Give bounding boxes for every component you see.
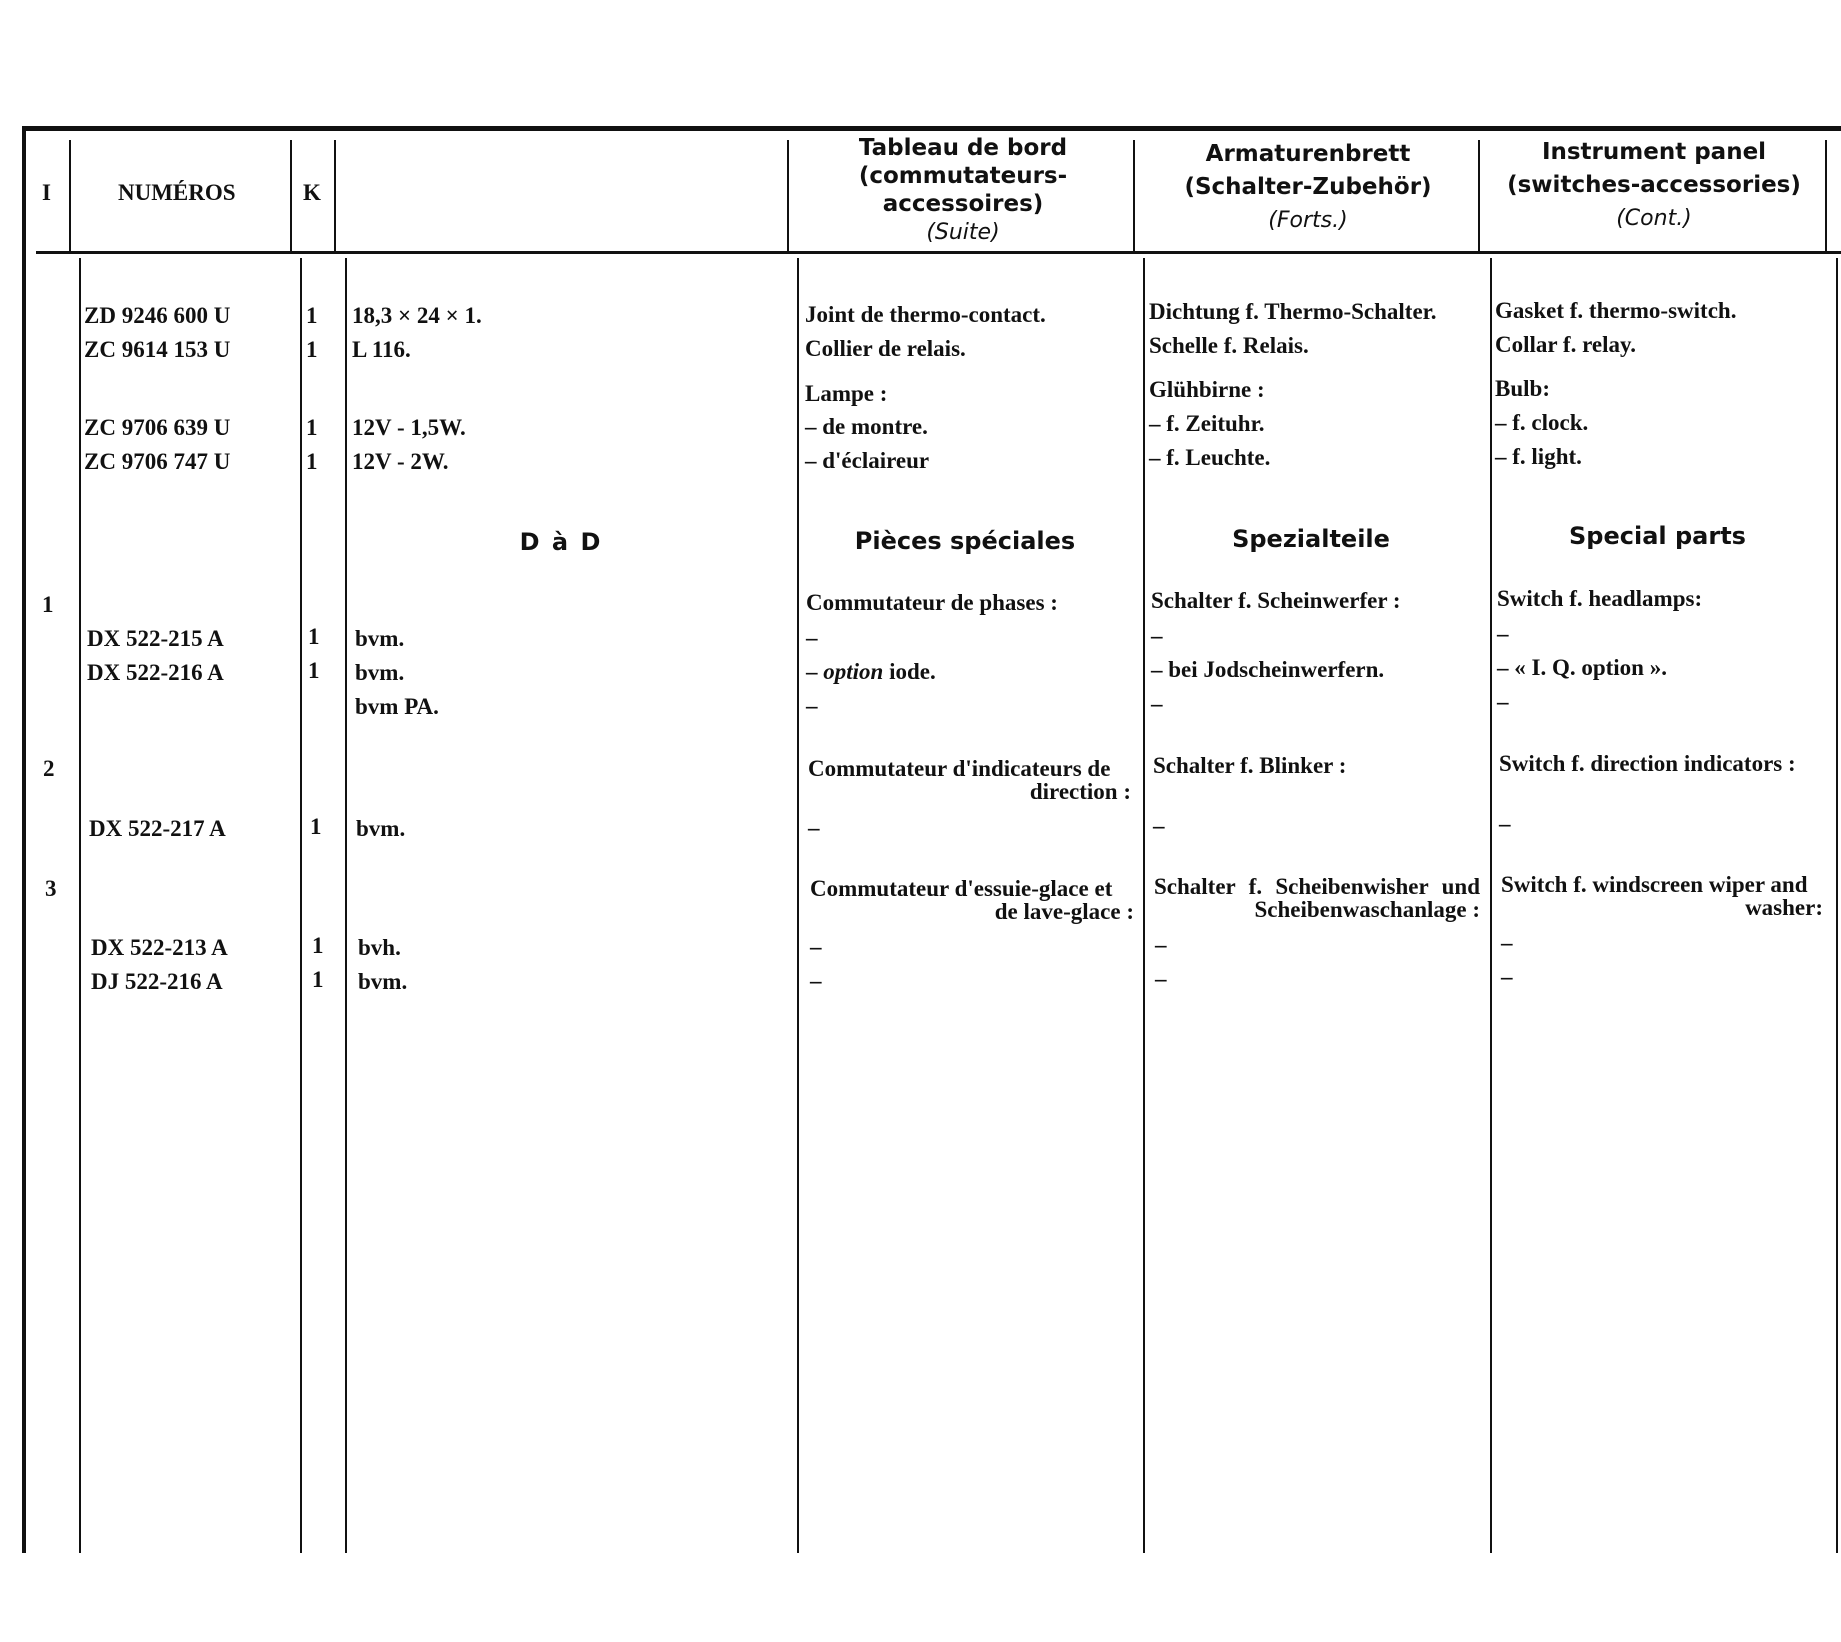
desc-de: –	[1155, 966, 1167, 991]
desc-de: – f. Zeituhr.	[1149, 411, 1265, 436]
part-number: DX 522-213 A	[91, 935, 228, 960]
group-heading-fr-cont: de lave-glace :	[994, 899, 1134, 924]
desc-de: –	[1153, 813, 1165, 838]
col-divider-i-body	[79, 258, 81, 1553]
section-de: Spezialteile	[1232, 525, 1390, 553]
desc-de: –	[1155, 932, 1167, 957]
group-heading-de-cont: Scheibenwaschanlage :	[1254, 897, 1480, 922]
part-number: DX 522-215 A	[87, 626, 224, 651]
group-heading-de: Schalter f. Scheibenwisher und	[1154, 874, 1480, 899]
desc-en: – « I. Q. option ».	[1497, 655, 1667, 680]
desc-en: –	[1497, 689, 1509, 714]
lamp-heading-de: Glühbirne :	[1149, 377, 1265, 402]
group-index: 2	[43, 756, 55, 781]
desc-fr: –	[806, 693, 818, 718]
spec: bvm.	[358, 969, 408, 994]
spec: bvm PA.	[355, 694, 439, 719]
header-col-numeros: NUMÉROS	[118, 180, 236, 205]
section-spec: D à D	[519, 528, 603, 556]
spec: bvm.	[355, 660, 405, 685]
group-heading-en: Switch f. direction indicators :	[1499, 751, 1796, 776]
spec: 12V - 2W.	[352, 449, 449, 474]
desc-en: –	[1501, 930, 1513, 955]
desc-fr: – option iode.	[806, 659, 936, 684]
quantity: 1	[306, 415, 318, 440]
quantity: 1	[308, 624, 320, 649]
section-fr: Pièces spéciales	[854, 527, 1076, 555]
desc-de: – f. Leuchte.	[1149, 445, 1271, 470]
quantity: 1	[310, 814, 322, 839]
group-heading-en-cont: washer:	[1745, 895, 1823, 920]
part-number: DJ 522-216 A	[91, 969, 223, 994]
header-de-cont: (Forts.)	[1268, 208, 1348, 233]
desc-en: –	[1501, 964, 1513, 989]
part-number: ZC 9706 639 U	[84, 415, 231, 440]
quantity: 1	[306, 337, 318, 362]
col-divider-en	[1825, 140, 1827, 252]
desc-en: –	[1499, 811, 1511, 836]
quantity: 1	[312, 967, 324, 992]
col-divider-i	[69, 140, 71, 252]
header-de-line1: Armaturenbrett	[1205, 141, 1411, 167]
header-fr-title	[795, 134, 1131, 247]
desc-en: Gasket f. thermo-switch.	[1495, 298, 1737, 323]
header-de-line2: (Schalter-Zubehör)	[1184, 174, 1432, 200]
desc-fr: –	[810, 968, 822, 993]
spec: bvm.	[355, 626, 405, 651]
col-divider-numeros	[290, 140, 292, 252]
header-fr-line2: (commutateurs-	[858, 163, 1068, 189]
desc-en: – f. clock.	[1495, 410, 1589, 435]
header-en-line2: (switches-accessories)	[1507, 172, 1801, 198]
spec: 18,3 × 24 × 1.	[352, 303, 482, 328]
group-index: 3	[45, 876, 57, 901]
desc-de: – bei Jodscheinwerfern.	[1151, 657, 1385, 682]
header-rule	[36, 251, 1841, 254]
part-number: ZC 9614 153 U	[84, 337, 231, 362]
lamp-heading-fr: Lampe :	[805, 381, 888, 406]
header-col-k: K	[303, 180, 321, 205]
group-heading-fr: Commutateur de phases :	[806, 590, 1058, 615]
desc-de: Dichtung f. Thermo-Schalter.	[1149, 299, 1437, 324]
desc-de: Schelle f. Relais.	[1149, 333, 1309, 358]
group-heading-fr: Commutateur d'indicateurs de	[808, 756, 1111, 781]
header-en-line1: Instrument panel	[1541, 139, 1767, 165]
group-heading-de: Schalter f. Blinker :	[1153, 753, 1347, 778]
col-divider-fr	[1133, 140, 1135, 252]
header-en-cont: (Cont.)	[1616, 206, 1692, 231]
lamp-heading-en: Bulb:	[1495, 376, 1550, 401]
spec: bvm.	[356, 816, 406, 841]
desc-en: – f. light.	[1495, 444, 1582, 469]
header-en-title	[1484, 138, 1824, 233]
part-number: DX 522-217 A	[89, 816, 226, 841]
section-en: Special parts	[1569, 522, 1746, 550]
part-number: ZC 9706 747 U	[84, 449, 231, 474]
col-divider-de	[1478, 140, 1480, 252]
col-divider-k-body	[345, 258, 347, 1553]
desc-fr: Joint de thermo-contact.	[805, 302, 1046, 327]
desc-fr: – d'éclaireur	[805, 448, 930, 473]
col-divider-fr-body	[1143, 258, 1145, 1553]
quantity: 1	[308, 658, 320, 683]
group-heading-en: Switch f. headlamps:	[1497, 586, 1703, 611]
col-divider-de-body	[1490, 258, 1492, 1553]
desc-de: –	[1151, 623, 1163, 648]
top-rule	[22, 126, 1841, 131]
spec: 12V - 1,5W.	[352, 415, 466, 440]
desc-fr: –	[806, 625, 818, 650]
quantity: 1	[306, 303, 318, 328]
desc-fr: – de montre.	[805, 414, 928, 439]
col-divider-spec-body	[797, 258, 799, 1553]
left-border	[22, 128, 26, 1553]
header-col-i: I	[42, 180, 51, 205]
desc-de: –	[1151, 691, 1163, 716]
desc-en: Collar f. relay.	[1495, 332, 1636, 357]
desc-en: –	[1497, 621, 1509, 646]
header-fr-cont: (Suite)	[926, 220, 1000, 245]
group-heading-de: Schalter f. Scheinwerfer :	[1151, 588, 1401, 613]
part-number: ZD 9246 600 U	[84, 303, 231, 328]
header-de-title	[1140, 140, 1476, 235]
spec: L 116.	[352, 337, 411, 362]
group-heading-fr: Commutateur d'essuie-glace et	[810, 876, 1113, 901]
spec: bvh.	[358, 935, 401, 960]
quantity: 1	[306, 449, 318, 474]
col-divider-k	[334, 140, 336, 252]
group-index: 1	[42, 592, 54, 617]
desc-fr: –	[808, 815, 820, 840]
quantity: 1	[312, 933, 324, 958]
col-divider-en-body	[1836, 258, 1838, 1553]
header-fr-line1: Tableau de bord	[858, 135, 1068, 161]
header-fr-line3: accessoires)	[882, 191, 1044, 217]
group-heading-en: Switch f. windscreen wiper and	[1501, 872, 1808, 897]
desc-fr: Collier de relais.	[805, 336, 966, 361]
group-heading-fr-cont: direction :	[1029, 779, 1131, 804]
col-divider-numeros-body	[300, 258, 302, 1553]
part-number: DX 522-216 A	[87, 660, 224, 685]
col-divider-spec	[787, 140, 789, 252]
desc-fr: –	[810, 934, 822, 959]
